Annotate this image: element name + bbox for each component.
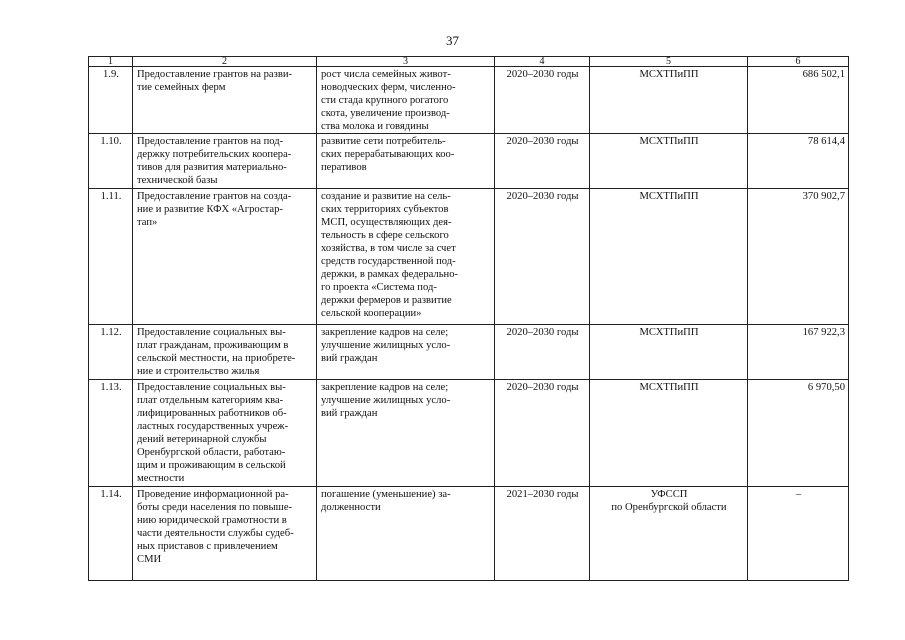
table-body (89, 67, 849, 581)
row-number (89, 380, 133, 487)
measure-cell-line: тие семейных ферм (137, 82, 226, 93)
amount-cell (748, 189, 849, 325)
result-cell-line: МСП, осуществляющих дея- (321, 217, 452, 228)
measure-cell (133, 134, 317, 189)
result-cell-line: держки, в рамках федерально- (321, 269, 459, 280)
measure-cell-line: ние и развитие КФХ «Агростар- (137, 204, 283, 215)
period-cell-line: 2020–2030 годы (506, 191, 579, 202)
amount-cell-line: 686 502,1 (802, 69, 845, 80)
result-cell (317, 189, 495, 325)
executor-cell (590, 325, 748, 380)
result-cell-line: погашение (уменьшение) за- (321, 489, 451, 500)
measure-cell-line: плат отдельным категориям ква- (137, 395, 284, 406)
measure-cell-line: щим и проживающим в сельской (137, 460, 286, 471)
measure-cell-line: местности (137, 473, 185, 484)
executor-cell-line: МСХТПиПП (639, 69, 699, 80)
measure-cell (133, 67, 317, 134)
column-header: 6 (748, 57, 849, 67)
result-cell-line: развитие сети потребитель- (321, 136, 446, 147)
table-row (89, 134, 849, 189)
measure-cell-line: лифицированных работников об- (137, 408, 287, 419)
row-number (89, 325, 133, 380)
result-cell-line: сельской кооперации» (321, 308, 422, 319)
executor-cell-line: МСХТПиПП (639, 327, 699, 338)
measure-cell-line: технической базы (137, 175, 218, 186)
measure-cell-line: тивов для развития материально- (137, 162, 287, 173)
measure-cell-line: ние и строительство жилья (137, 366, 260, 377)
measure-cell-line: СМИ (137, 554, 162, 565)
amount-cell-line: 167 922,3 (802, 327, 845, 338)
measure-cell (133, 189, 317, 325)
measure-cell (133, 380, 317, 487)
measure-cell-line: Оренбургской области, работаю- (137, 447, 286, 458)
result-cell-line: вий граждан (321, 408, 378, 419)
measure-cell-line: нию юридической грамотности в (137, 515, 287, 526)
result-cell-line: новодческих ферм, численно- (321, 82, 456, 93)
row-number-line: 1.12. (100, 327, 122, 338)
measure-cell-line: дений ветеринарной службы (137, 434, 267, 445)
executor-cell-line: по Оренбургской области (611, 502, 727, 513)
period-cell (495, 67, 590, 134)
result-cell-line: тельность в сфере сельского (321, 230, 449, 241)
row-number (89, 189, 133, 325)
column-header: 4 (495, 57, 590, 67)
table-row (89, 67, 849, 134)
amount-cell (748, 487, 849, 581)
row-number (89, 67, 133, 134)
result-cell-line: перативов (321, 162, 367, 173)
result-cell (317, 134, 495, 189)
measure-cell-line: Предоставление грантов на разви- (137, 69, 293, 80)
period-cell-line: 2020–2030 годы (506, 69, 579, 80)
page-number: 37 (446, 33, 459, 48)
result-cell-line: средств государственной под- (321, 256, 456, 267)
result-cell-line: хозяйства, в том числе за счет (321, 243, 456, 254)
amount-cell (748, 325, 849, 380)
measure-cell-line: Предоставление социальных вы- (137, 382, 286, 393)
period-cell-line: 2020–2030 годы (506, 327, 579, 338)
amount-cell-line: 78 614,4 (807, 136, 845, 147)
row-number-line: 1.11. (100, 191, 122, 202)
amount-cell-line: 6 970,50 (807, 382, 845, 393)
measure-cell-line: боты среди населения по повыше- (137, 502, 293, 513)
measures-table (88, 56, 849, 581)
measure-cell-line: Предоставление грантов на созда- (137, 191, 292, 202)
measure-cell-line: части деятельности службы судеб- (137, 528, 294, 539)
result-cell-line: долженности (321, 502, 381, 513)
executor-cell (590, 487, 748, 581)
measure-cell-line: Проведение информационной ра- (137, 489, 289, 500)
period-cell (495, 487, 590, 581)
measure-cell-line: тап» (137, 217, 158, 228)
result-cell-line: ских территориях субъектов (321, 204, 449, 215)
result-cell-line: улучшение жилищных усло- (321, 340, 451, 351)
result-cell-line: закрепление кадров на селе; (321, 382, 449, 393)
row-number (89, 487, 133, 581)
result-cell (317, 487, 495, 581)
result-cell-line: улучшение жилищных усло- (321, 395, 451, 406)
executor-cell-line: УФССП (650, 489, 688, 500)
column-header: 2 (133, 57, 317, 67)
result-cell-line: вий граждан (321, 353, 378, 364)
amount-cell (748, 134, 849, 189)
period-cell (495, 380, 590, 487)
table-row (89, 189, 849, 325)
table-header-row (89, 57, 849, 67)
measure-cell-line: Предоставление социальных вы- (137, 327, 286, 338)
executor-cell (590, 189, 748, 325)
measure-cell-line: ных приставов с привлечением (137, 541, 278, 552)
row-number-line: 1.14. (100, 489, 122, 500)
result-cell-line: ских перерабатывающих коо- (321, 149, 455, 160)
period-cell-line: 2020–2030 годы (506, 382, 579, 393)
period-cell (495, 325, 590, 380)
period-cell (495, 189, 590, 325)
table-row (89, 380, 849, 487)
executor-cell (590, 134, 748, 189)
row-number-line: 1.9. (103, 69, 119, 80)
amount-cell (748, 67, 849, 134)
period-cell-line: 2021–2030 годы (506, 489, 579, 500)
result-cell-line: скота, увеличение производ- (321, 108, 450, 119)
column-header: 1 (89, 57, 133, 67)
amount-cell-line: 370 902,7 (802, 191, 845, 202)
result-cell (317, 380, 495, 487)
measure-cell-line: ластных государственных учреж- (137, 421, 289, 432)
column-header: 5 (590, 57, 748, 67)
table-row (89, 487, 849, 581)
result-cell-line: создание и развитие на сель- (321, 191, 451, 202)
result-cell-line: закрепление кадров на селе; (321, 327, 449, 338)
result-cell-line: держки фермеров и развитие (321, 295, 452, 306)
executor-cell (590, 67, 748, 134)
measure-cell (133, 325, 317, 380)
executor-cell-line: МСХТПиПП (639, 382, 699, 393)
column-header: 3 (317, 57, 495, 67)
result-cell-line: сти стада крупного рогатого (321, 95, 449, 106)
period-cell (495, 134, 590, 189)
result-cell-line: го проекта «Система под- (321, 282, 437, 293)
result-cell-line: ства молока и говядины (321, 121, 429, 132)
measure-cell-line: держку потребительских коопера- (137, 149, 292, 160)
measure-cell-line: Предоставление грантов на под- (137, 136, 284, 147)
result-cell (317, 67, 495, 134)
executor-cell-line: МСХТПиПП (639, 136, 699, 147)
measure-cell-line: плат гражданам, проживающим в (137, 340, 289, 351)
measure-cell-line: сельской местности, на приобрете- (137, 353, 296, 364)
amount-cell (748, 380, 849, 487)
period-cell-line: 2020–2030 годы (506, 136, 579, 147)
result-cell-line: рост числа семейных живот- (321, 69, 451, 80)
row-number (89, 134, 133, 189)
executor-cell (590, 380, 748, 487)
measure-cell (133, 487, 317, 581)
result-cell (317, 325, 495, 380)
amount-cell-line: – (795, 489, 802, 500)
table-row (89, 325, 849, 380)
row-number-line: 1.10. (100, 136, 122, 147)
row-number-line: 1.13. (100, 382, 122, 393)
executor-cell-line: МСХТПиПП (639, 191, 699, 202)
